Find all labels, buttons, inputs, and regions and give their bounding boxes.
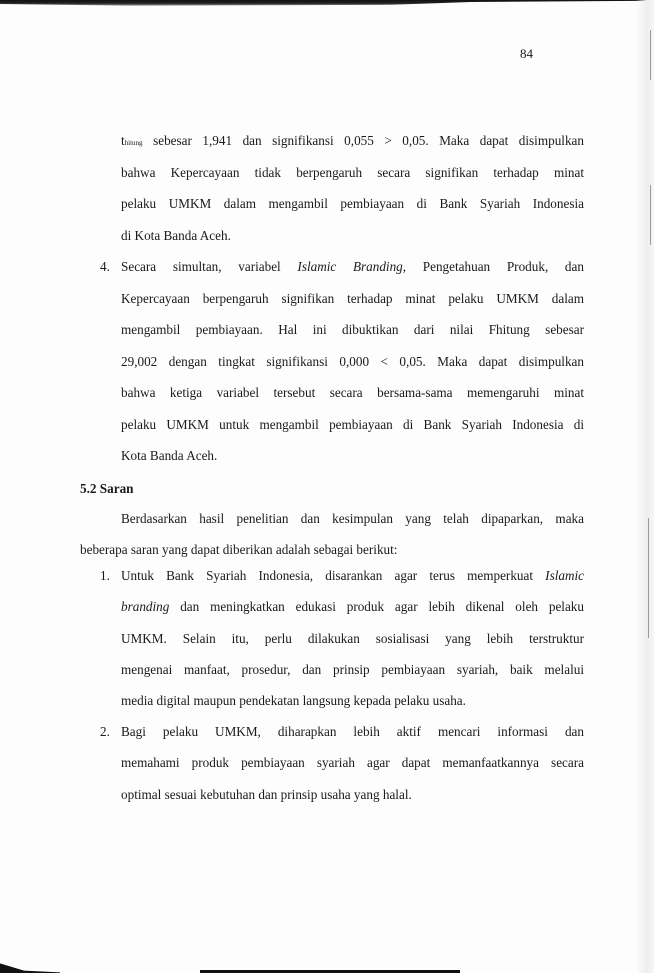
edge-mark	[650, 185, 651, 245]
list-item-line: optimal sesuai kebutuhan dan prinsip usaha yang halal.	[121, 787, 412, 802]
list-item-line: branding dan meningkatkan edukasi produk agar lebih dikenal oleh pelaku	[121, 599, 584, 614]
paragraph-line: di Kota Banda Aceh.	[121, 228, 231, 243]
list-item-line: memahami produk pembiayaan syariah agar dapat memanfaatkannya secara	[121, 755, 584, 770]
page-edge-right	[636, 0, 654, 973]
paragraph-line: bahwa Kepercayaan tidak berpengaruh secara signifikan terhadap minat	[121, 165, 584, 180]
list-item-line: pelaku UMKM untuk mengambil pembiayaan di Bank Syariah Indonesia di	[121, 417, 584, 432]
list-item-line: Secara simultan, variabel Islamic Branding, Pengetahuan Produk, dan	[121, 259, 584, 274]
list-item-line: 29,002 dengan tingkat signifikansi 0,000 < 0,05. Maka dapat disimpulkan	[121, 354, 584, 369]
list-item-line: UMKM. Selain itu, perlu dilakukan sosialisasi yang lebih terstruktur	[121, 631, 584, 646]
scan-shadow-top	[0, 0, 654, 8]
list-item-line: Untuk Bank Syariah Indonesia, disarankan agar terus memperkuat Islamic	[121, 568, 584, 583]
list-number: 2.	[100, 724, 110, 739]
list-item-line: Kepercayaan berpengaruh signifikan terhadap minat pelaku UMKM dalam	[121, 291, 584, 306]
list-item-line: bahwa ketiga variabel tersebut secara bersama-sama memengaruhi minat	[121, 385, 584, 400]
paragraph-line: beberapa saran yang dapat diberikan adalah sebagai berikut:	[80, 542, 398, 557]
list-number: 1.	[100, 568, 110, 583]
paragraph-line: Berdasarkan hasil penelitian dan kesimpulan yang telah dipaparkan, maka	[121, 511, 584, 526]
page-number: 84	[520, 46, 533, 61]
paragraph-line: thitung sebesar 1,941 dan signifikansi 0,055 > 0,05. Maka dapat disimpulkan	[121, 133, 584, 148]
list-item-line: mengambil pembiayaan. Hal ini dibuktikan dari nilai Fhitung sebesar	[121, 322, 584, 337]
list-number: 4.	[100, 259, 110, 274]
list-item-line: Kota Banda Aceh.	[121, 448, 218, 463]
edge-mark	[648, 518, 649, 638]
list-item-line: media digital maupun pendekatan langsung kepada pelaku usaha.	[121, 693, 466, 708]
scan-shadow-bottom	[0, 961, 654, 973]
paragraph-line: pelaku UMKM dalam mengambil pembiayaan di Bank Syariah Indonesia	[121, 196, 584, 211]
list-item-line: Bagi pelaku UMKM, diharapkan lebih aktif mencari informasi dan	[121, 724, 584, 739]
section-heading: 5.2 Saran	[80, 481, 134, 496]
edge-mark	[650, 30, 651, 80]
list-item-line: mengenai manfaat, prosedur, dan prinsip pembiayaan syariah, baik melalui	[121, 662, 584, 677]
